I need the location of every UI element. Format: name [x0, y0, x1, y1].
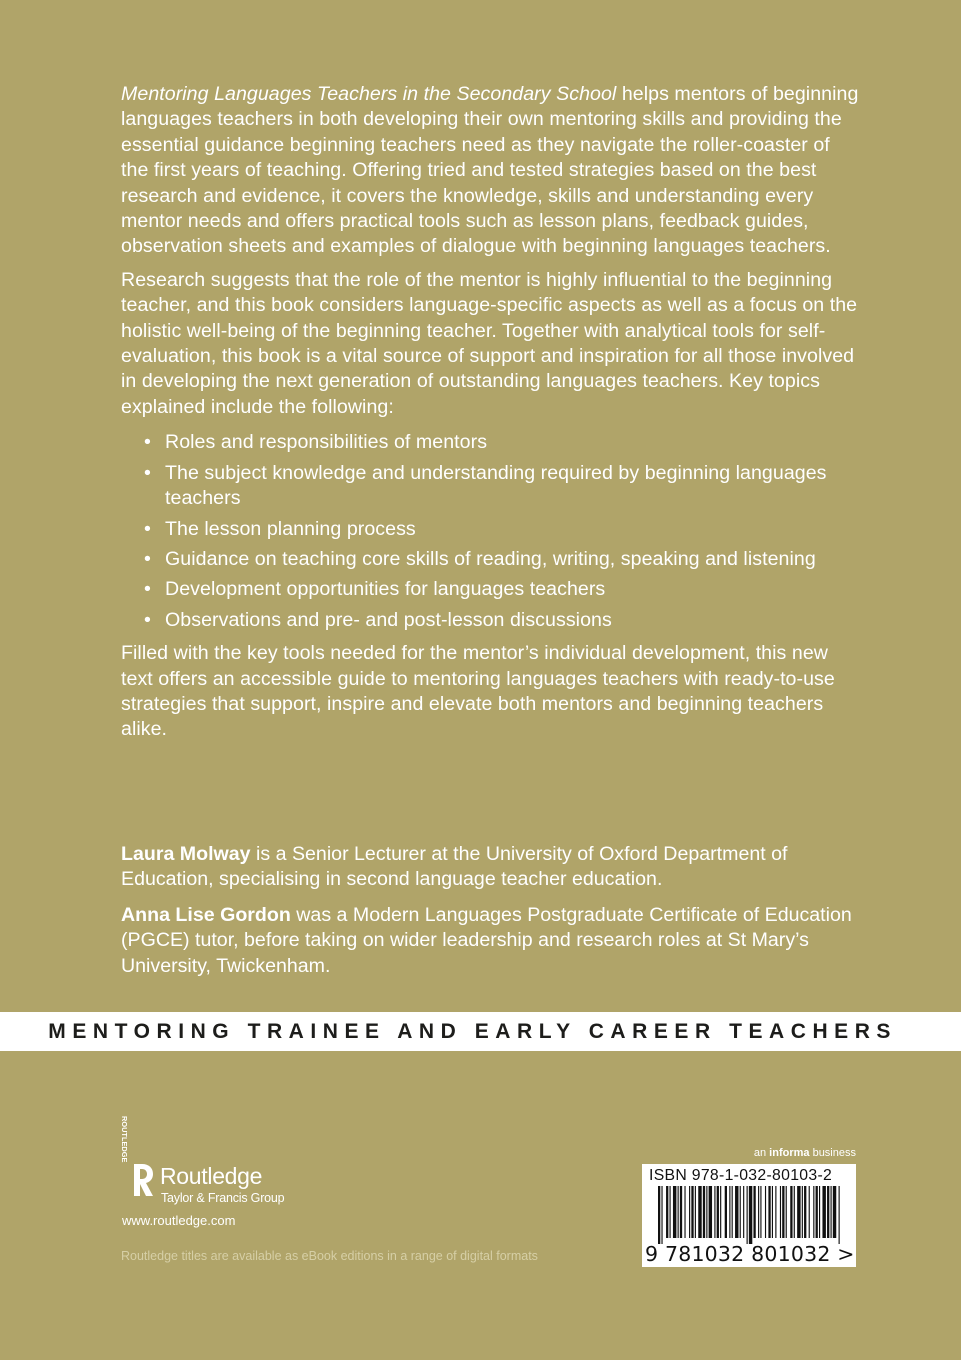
- key-topics-list: [121, 430, 861, 633]
- barcode-bar: [790, 1186, 792, 1238]
- barcode-bar: [714, 1186, 715, 1238]
- barcode-bar: [833, 1186, 836, 1238]
- barcode-bar: [822, 1186, 825, 1238]
- barcode-bar: [689, 1186, 690, 1238]
- barcode-bar: [772, 1186, 773, 1238]
- series-banner: [0, 1012, 961, 1051]
- barcode-bar: [749, 1186, 752, 1244]
- list-item: • Development opportunities for languages teachers: [121, 577, 861, 602]
- barcode-bar: [827, 1186, 829, 1238]
- publisher-group: Taylor & Francis Group: [161, 1191, 285, 1205]
- barcode-bar: [717, 1186, 719, 1238]
- barcode-bar: [804, 1186, 806, 1238]
- list-item: • Observations and pre- and post-lesson discussions: [121, 608, 861, 633]
- barcode-bar: [813, 1186, 814, 1238]
- author-bio: [121, 842, 861, 893]
- barcode-bar: [706, 1186, 707, 1238]
- barcode-bar: [703, 1186, 705, 1238]
- routledge-vertical-mark: ROUTLEDGE: [120, 1116, 129, 1163]
- barcode-bar: [831, 1186, 832, 1238]
- publisher-name: Routledge: [160, 1163, 263, 1189]
- informa-prefix: an: [753, 1147, 770, 1159]
- barcode-bar: [839, 1186, 840, 1244]
- barcode-bar: [684, 1186, 685, 1238]
- author-bios: [121, 842, 861, 989]
- routledge-logo-icon: [120, 1116, 156, 1210]
- barcode-bar: [797, 1186, 800, 1238]
- closing-paragraph: Filled with the key tools needed for the mentor’s individual development, this new text offers an accessible guide to mentoring languages teachers with ready-to-use strategies that support, inspire and elevate both mentors and beginning teachers alike.: [121, 642, 835, 741]
- barcode-bar: [819, 1186, 820, 1238]
- routledge-logo: [120, 1116, 342, 1210]
- intro-paragraph: [121, 82, 861, 260]
- publisher-website: www.routledge.com: [122, 1213, 236, 1228]
- author-bio-text: is a Senior Lecturer at the University of Oxford Department of Education, specialising in second language teacher education.: [121, 843, 788, 891]
- informa-brand: informa: [769, 1147, 810, 1159]
- barcode-bar: [740, 1186, 741, 1238]
- list-item: • The lesson planning process: [121, 517, 861, 542]
- author-bio: [121, 903, 861, 979]
- barcode-bar: [673, 1186, 676, 1238]
- ebook-note: Routledge titles are available as eBook editions in a range of digital formats: [121, 1249, 538, 1263]
- barcode-bar: [765, 1186, 766, 1238]
- barcode-bar: [743, 1186, 744, 1238]
- barcode-bar: [698, 1186, 701, 1238]
- barcode-bar: [794, 1186, 795, 1238]
- barcode-bar: [780, 1186, 781, 1238]
- informa-suffix: business: [809, 1147, 856, 1159]
- barcode-bar: [760, 1186, 761, 1238]
- barcode-bar: [735, 1186, 738, 1238]
- informa-tagline: [754, 1147, 856, 1159]
- barcode-bar: [732, 1186, 733, 1238]
- intro-text: helps mentors of beginning languages teachers in both developing their own mentoring skills and providing the essential guidance beginning teachers need as they navigate the roller-coaster of the first years of teaching. Offering tried and tested strategies based on the best research and evidence, it covers the knowledge, skills and understanding every mentor needs and offers practical tools such as lesson plans, feedback guides, observation sheets and examples of dialogue with beginning languages teachers.: [121, 83, 859, 258]
- barcode-bar: [725, 1186, 727, 1238]
- series-title: MENTORING TRAINEE AND EARLY CAREER TEACHERS: [48, 1020, 897, 1043]
- list-item: • The subject knowledge and understanding required by beginning languages teachers: [121, 461, 861, 512]
- isbn-text: ISBN 978-1-032-80103-2: [649, 1167, 833, 1184]
- author-name: Anna Lise Gordon: [121, 903, 291, 926]
- barcode-bar: [758, 1186, 759, 1238]
- barcode-bar: [670, 1186, 671, 1238]
- author-bio-text: was a Modern Languages Postgraduate Certificate of Education (PGCE) tutor, before taking on wider leadership and research roles at St Mary’s University, Twickenham.: [121, 903, 852, 977]
- barcode-bar: [661, 1186, 662, 1244]
- barcode-bar: [695, 1186, 696, 1238]
- barcode-digits: 9 781032 801032 >: [645, 1242, 855, 1266]
- barcode-bar: [775, 1186, 776, 1238]
- barcode-bar: [747, 1186, 748, 1244]
- barcode-bars: [654, 1186, 846, 1246]
- list-item: • Roles and responsibilities of mentors: [121, 430, 861, 455]
- barcode-bar: [720, 1186, 721, 1238]
- author-name: Laura Molway: [121, 843, 251, 865]
- book-title-italic: Mentoring Languages Teachers in the Secondary School: [121, 83, 617, 105]
- barcode-bar: [729, 1186, 730, 1238]
- barcode-bar: [691, 1186, 693, 1238]
- barcode-bar: [658, 1186, 660, 1244]
- barcode-bar: [666, 1186, 668, 1238]
- barcode-bar: [709, 1186, 712, 1238]
- list-item: • Guidance on teaching core skills of reading, writing, speaking and listening: [121, 547, 861, 572]
- barcode-bar: [809, 1186, 810, 1238]
- barcode-bar: [753, 1186, 755, 1238]
- barcode-bar: [782, 1186, 784, 1238]
- barcode-bar: [768, 1186, 770, 1238]
- research-paragraph: Research suggests that the role of the mentor is highly influential to the beginning teacher, and this book considers language-specific aspects as well as a focus on the holistic well-being of the beginning teacher. Together with analytical tools for self-evaluation, this book is a vital source of support and inspiration for all those involved in developing the next generation of outstanding languages teachers. Key topics explained include the following:: [121, 268, 858, 418]
- barcode-bar: [680, 1186, 682, 1238]
- barcode-bar: [816, 1186, 818, 1238]
- barcode-bar: [678, 1186, 679, 1238]
- barcode-bar: [786, 1186, 787, 1238]
- isbn-barcode: [642, 1164, 856, 1267]
- barcode-bar: [802, 1186, 803, 1238]
- back-cover-blurb: [121, 82, 861, 753]
